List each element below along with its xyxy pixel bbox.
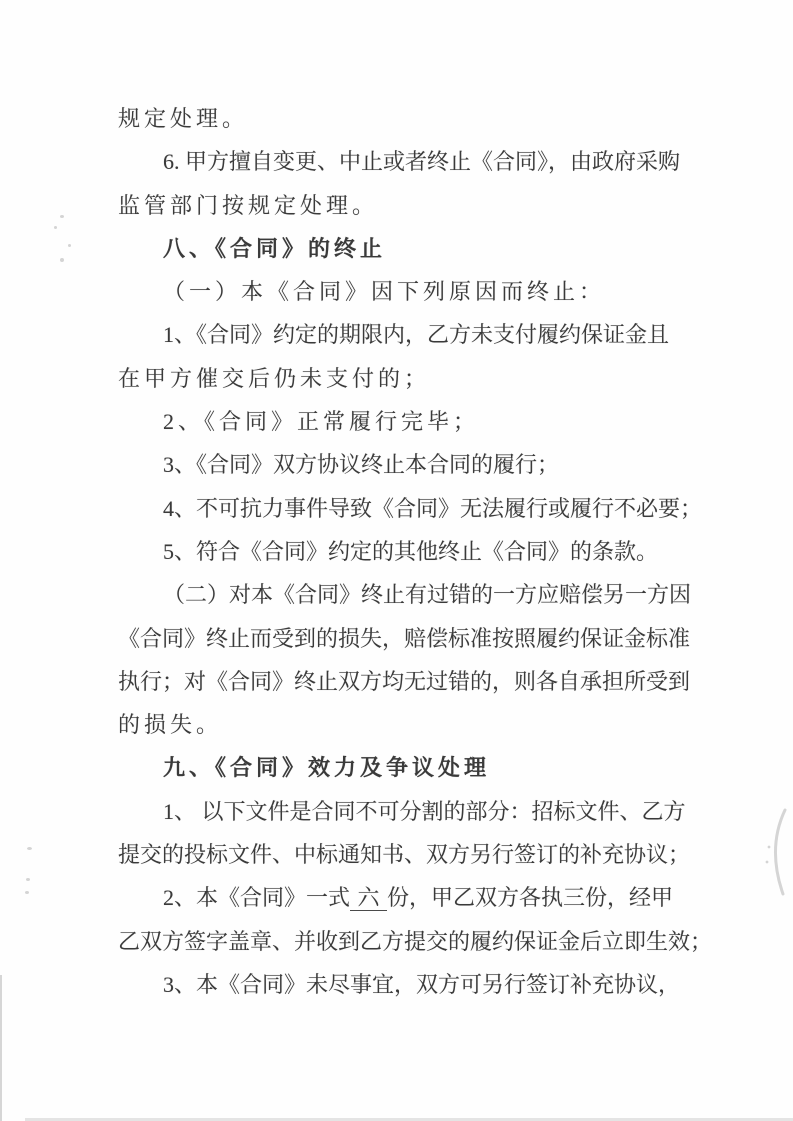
document-line: 规定处理。	[118, 106, 249, 131]
line-text: 2、本《合同》一式	[163, 885, 351, 911]
document-line: 3、《合同》双方协议终止本合同的履行；	[163, 452, 560, 478]
section-heading: 八、《合同》的终止	[163, 235, 387, 261]
document-line: （二）对本《合同》终止有过错的一方应赔偿另一方因	[163, 582, 692, 608]
scan-speck	[25, 891, 29, 894]
section-heading: 九、《合同》效力及争议处理	[163, 755, 491, 781]
document-line: 1、《合同》约定的期限内，乙方未支付履约保证金且	[163, 322, 670, 348]
document-line: 6. 甲方擅自变更、中止或者终止《合同》，由政府采购	[163, 149, 681, 175]
document-line: 1、 以下文件是合同不可分割的部分：招标文件、乙方	[163, 798, 686, 824]
line-text: 份，甲乙双方各执三份，经甲	[387, 885, 674, 911]
document-line: 监管部门按规定处理。	[118, 192, 379, 218]
document-line: 提交的投标文件、中标通知书、双方另行签订的补充协议；	[118, 842, 691, 868]
scan-speck	[54, 226, 57, 229]
scan-speck	[60, 258, 64, 262]
document-line: 的损失。	[118, 712, 223, 738]
document-line: 2、《合同》正常履行完毕；	[163, 409, 480, 435]
document-line: 5、符合《合同》约定的其他终止《合同》的条款。	[163, 538, 659, 564]
scan-speck	[26, 878, 30, 881]
document-line: 3、本《合同》未尽事宜，双方可另行签订补充协议，	[163, 971, 681, 997]
scan-speck	[68, 244, 71, 247]
document-line: （一）本《合同》因下列原因而终止：	[163, 279, 606, 305]
document-line: 乙双方签字盖章、并收到乙方提交的履约保证金后立即生效；	[118, 928, 713, 954]
document-line	[118, 876, 690, 919]
scan-speck	[60, 215, 64, 218]
document-line: 执行；对《合同》终止双方均无过错的，则各自承担所受到	[118, 668, 691, 694]
document-line: 《合同》终止而受到的损失，赔偿标准按照履约保证金标准	[118, 625, 691, 651]
document-line: 在甲方催交后仍未支付的；	[118, 365, 431, 391]
document-lines	[118, 97, 713, 1006]
scan-edge-shadow-left	[0, 975, 2, 1121]
document-line: 4、不可抗力事件导致《合同》无法履行或履行不必要；	[163, 495, 703, 521]
stamp-edge-artifact	[755, 800, 793, 920]
scan-speck	[27, 847, 32, 850]
underlined-fill-in-value: 六	[352, 885, 386, 911]
